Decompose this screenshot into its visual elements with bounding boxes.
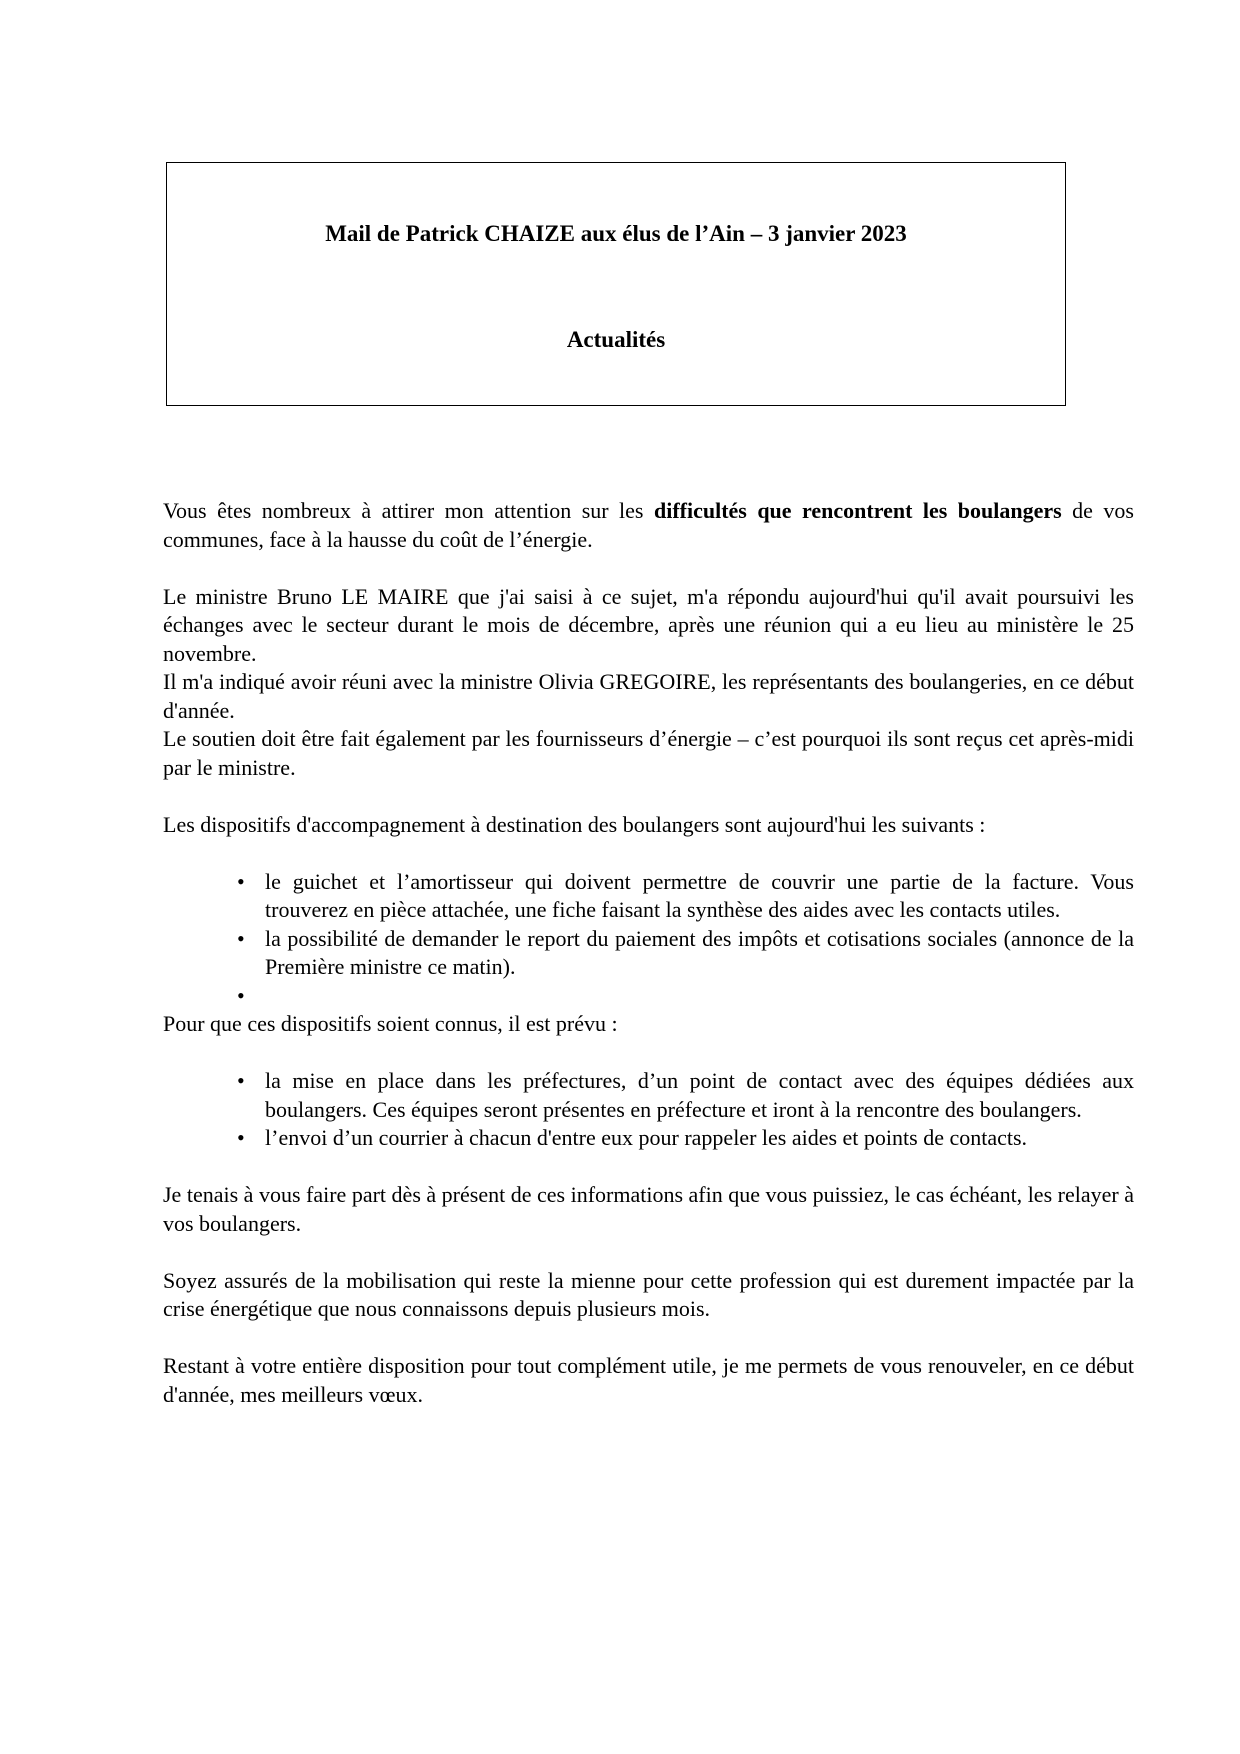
spacer	[163, 1039, 1134, 1068]
closing-paragraph: Restant à votre entière disposition pour tout complément utile, je me permets de vous renouveler, en ce début d'année, mes meilleurs vœux.	[163, 1353, 1134, 1407]
list-item	[163, 925, 1134, 982]
list-item-text: l’envoi d’un courrier à chacun d'entre eux pour rappeler les aides et points de contacts.	[265, 1125, 1028, 1150]
bullet-icon: •	[237, 1125, 245, 1150]
intro-text-after: de vos communes, face à la hausse du coût de l’énergie.	[163, 498, 1134, 552]
spacer	[163, 839, 1134, 868]
spacer	[163, 782, 1134, 811]
list-item	[163, 1067, 1134, 1124]
bullet-icon: •	[237, 925, 245, 951]
header-box	[166, 162, 1066, 406]
intro-paragraph	[163, 497, 1134, 554]
spacer	[163, 1153, 1134, 1182]
intro-text-before: Vous êtes nombreux à attirer mon attention sur les	[163, 498, 654, 523]
relay-paragraph: Je tenais à vous faire part dès à présent de ces informations afin que vous puissiez, le cas échéant, les relayer à vos boulangers.	[163, 1182, 1134, 1236]
bullet-icon: •	[237, 868, 245, 894]
bullet-icon: •	[237, 1068, 245, 1093]
list-item	[163, 982, 1134, 1011]
suppliers-paragraph: Le soutien doit être fait également par les fournisseurs d’énergie – c’est pourquoi ils sont reçus cet après-midi par le ministre.	[163, 726, 1134, 780]
spacer	[163, 1324, 1134, 1353]
mobilisation-paragraph: Soyez assurés de la mobilisation qui reste la mienne pour cette profession qui est durement impactée par la crise énergétique que nous connaissons depuis plusieurs mois.	[163, 1267, 1134, 1321]
list-item-text: la possibilité de demander le report du paiement des impôts et cotisations sociales (annonce de la Première ministre ce matin).	[265, 925, 1134, 979]
measures-list	[163, 868, 1134, 1011]
spacer	[163, 554, 1134, 583]
list-item	[163, 868, 1134, 925]
spacer	[163, 1238, 1134, 1267]
meeting-paragraph: Il m'a indiqué avoir réuni avec la ministre Olivia GREGOIRE, les représentants des boulangeries, en ce début d'année.	[163, 669, 1134, 723]
ministry-reply-paragraph: Le ministre Bruno LE MAIRE que j'ai saisi à ce sujet, m'a répondu aujourd'hui qu'il avait poursuivi les échanges avec le secteur durant le mois de décembre, après une réunion qui a eu lieu au ministère le 25 novembre.	[163, 583, 1134, 666]
bullet-icon: •	[237, 982, 245, 1008]
measures-intro-paragraph: Les dispositifs d'accompagnement à destination des boulangers sont aujourd'hui les suivants :	[163, 811, 986, 837]
document-subtitle: Actualités	[566, 327, 666, 352]
intro-text-bold: difficultés que rencontrent les boulangers	[653, 498, 1062, 523]
awareness-intro-paragraph: Pour que ces dispositifs soient connus, il est prévu :	[163, 1011, 618, 1036]
list-item-text: le guichet et l’amortisseur qui doivent permettre de couvrir une partie de la facture. Vous trouverez en pièce attachée, une fiche faisant la synthèse des aides avec les contacts utiles.	[265, 868, 1134, 922]
awareness-list	[163, 1067, 1134, 1153]
document-title: Mail de Patrick CHAIZE aux élus de l’Ain – 3 janvier 2023	[325, 221, 907, 246]
letter-body	[163, 497, 1134, 1409]
list-item-text: la mise en place dans les préfectures, d’un point de contact avec des équipes dédiées aux boulangers. Ces équipes seront présentes en préfecture et iront à la rencontre des boulangers.	[265, 1068, 1134, 1122]
list-item	[163, 1124, 1134, 1153]
